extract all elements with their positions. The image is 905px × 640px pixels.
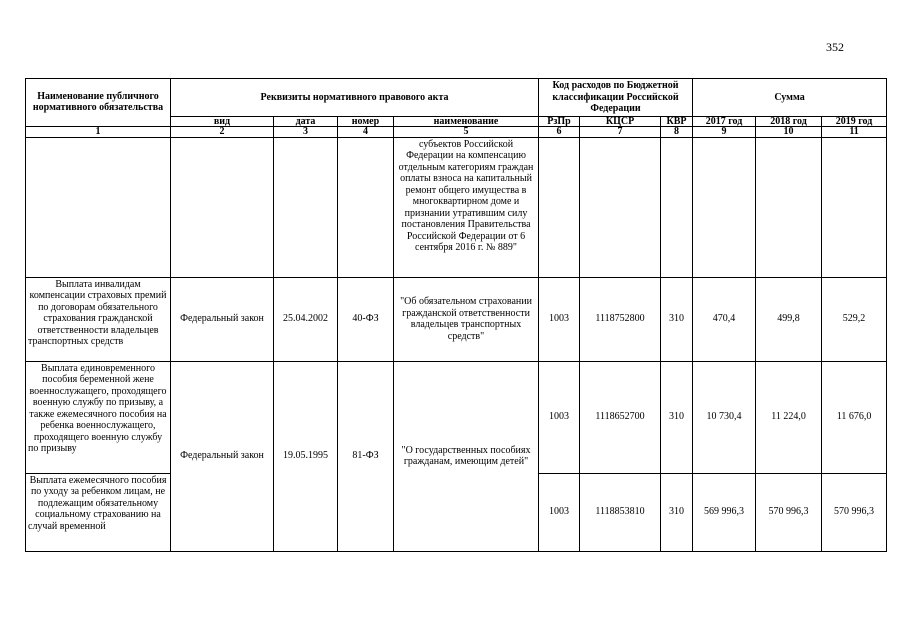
- col-number: 1: [26, 126, 171, 137]
- header-2019: 2019 год: [822, 116, 887, 126]
- obligation-cell: Выплата инвалидам компенсации страховых премий по договорам обязательного страхования гражданской ответственности владельцев транспортных средств: [26, 277, 171, 361]
- act-name-cell: "О государственных пособиях гражданам, имеющим детей": [394, 361, 539, 551]
- act-date-cell: 19.05.1995: [274, 361, 338, 551]
- col-number: 4: [338, 126, 394, 137]
- sum-2018-cell: [756, 137, 822, 277]
- sum-2019-cell: [822, 137, 887, 277]
- header-row-numbers: [26, 126, 887, 137]
- sum-2018-cell: 499,8: [756, 277, 822, 361]
- act-date-cell: 25.04.2002: [274, 277, 338, 361]
- kvr-cell: 310: [661, 277, 693, 361]
- kvr-cell: [661, 137, 693, 277]
- header-number: номер: [338, 116, 394, 126]
- sum-2017-cell: 569 996,3: [693, 473, 756, 551]
- col-number: 9: [693, 126, 756, 137]
- header-row-group: [26, 79, 887, 117]
- header-rzpr: РзПр: [539, 116, 580, 126]
- header-date: дата: [274, 116, 338, 126]
- sum-2019-cell: 570 996,3: [822, 473, 887, 551]
- kcsr-cell: [580, 137, 661, 277]
- sum-2018-cell: 570 996,3: [756, 473, 822, 551]
- col-number: 2: [171, 126, 274, 137]
- sum-2018-cell: 11 224,0: [756, 361, 822, 473]
- col-number: 3: [274, 126, 338, 137]
- table-row: [26, 137, 887, 277]
- header-kvr: КВР: [661, 116, 693, 126]
- header-2018: 2018 год: [756, 116, 822, 126]
- header-obligation: Наименование публичного нормативного обязательства: [26, 79, 171, 127]
- obligation-cell: Выплата единовременного пособия беременной жене военнослужащего, проходящего военную службу по призыву, а также ежемесячного пособия на ребенка военнослужащего, проходящего военную службу по призыву: [26, 361, 171, 473]
- header-budget-code: Код расходов по Бюджетной классификации Российской Федерации: [539, 79, 693, 117]
- act-number-cell: 40-ФЗ: [338, 277, 394, 361]
- header-type: вид: [171, 116, 274, 126]
- obligations-table: [25, 78, 887, 552]
- act-date-cell: [274, 137, 338, 277]
- act-name-cell: субъектов Российской Федерации на компенсацию отдельным категориям граждан оплаты взноса на капитальный ремонт общего имущества в многоквартирном доме и признании утратившим силу постановления Правительства Российской Федерации от 6 сентября 2016 г. № 889": [394, 137, 539, 277]
- table-row: [26, 277, 887, 361]
- act-name-cell: "Об обязательном страховании гражданской ответственности владельцев транспортных средств": [394, 277, 539, 361]
- col-number: 11: [822, 126, 887, 137]
- kcsr-cell: 1118752800: [580, 277, 661, 361]
- col-number: 5: [394, 126, 539, 137]
- header-act: Реквизиты нормативного правового акта: [171, 79, 539, 117]
- kvr-cell: 310: [661, 473, 693, 551]
- table-row: [26, 361, 887, 473]
- page-number: 352: [826, 40, 844, 54]
- header-2017: 2017 год: [693, 116, 756, 126]
- header-sum: Сумма: [693, 79, 887, 117]
- col-number: 7: [580, 126, 661, 137]
- sum-2017-cell: 470,4: [693, 277, 756, 361]
- col-number: 6: [539, 126, 580, 137]
- act-type-cell: Федеральный закон: [171, 361, 274, 551]
- act-type-cell: Федеральный закон: [171, 277, 274, 361]
- kcsr-cell: 1118652700: [580, 361, 661, 473]
- rzpr-cell: 1003: [539, 473, 580, 551]
- sum-2017-cell: 10 730,4: [693, 361, 756, 473]
- kvr-cell: 310: [661, 361, 693, 473]
- act-number-cell: 81-ФЗ: [338, 361, 394, 551]
- rzpr-cell: 1003: [539, 361, 580, 473]
- kcsr-cell: 1118853810: [580, 473, 661, 551]
- rzpr-cell: 1003: [539, 277, 580, 361]
- sum-2019-cell: 11 676,0: [822, 361, 887, 473]
- header-kcsr: КЦСР: [580, 116, 661, 126]
- sum-2019-cell: 529,2: [822, 277, 887, 361]
- col-number: 10: [756, 126, 822, 137]
- rzpr-cell: [539, 137, 580, 277]
- header-name: наименование: [394, 116, 539, 126]
- act-type-cell: [171, 137, 274, 277]
- obligation-cell: Выплата ежемесячного пособия по уходу за ребенком лицам, не подлежащим обязательному социальному страхованию на случай временной: [26, 473, 171, 551]
- sum-2017-cell: [693, 137, 756, 277]
- col-number: 8: [661, 126, 693, 137]
- obligation-cell: [26, 137, 171, 277]
- act-number-cell: [338, 137, 394, 277]
